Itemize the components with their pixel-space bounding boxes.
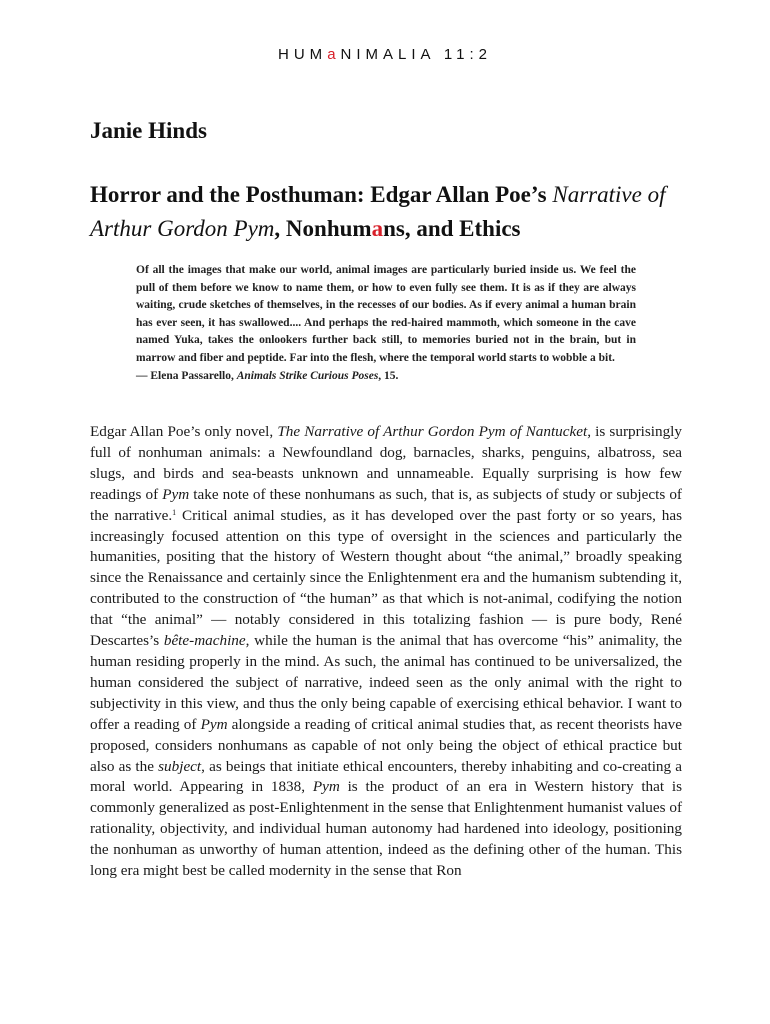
journal-running-head (0, 46, 770, 63)
body-paragraph (90, 422, 682, 882)
title-part-1: Horror and the Posthuman: Edgar Allan Poe’s (90, 182, 553, 207)
body-seg-7: , as beings that initiate ethical encounters, thereby inhabiting and co-creating a moral world. Appearing in 1838, (90, 757, 683, 796)
body-seg-6: alongside a reading of critical animal studies that, as recent theorists have proposed, considers nonhumans as capable of not only being the object of ethical practice but also as the (90, 715, 682, 775)
article-title (90, 178, 690, 246)
body-italic-7: Pym (312, 778, 340, 796)
body-seg-5: , while the human is the animal that has overcome “his” animality, the human residing properly in the mind. As such, the animal has continued to be universalized, the human considered the subject of narrative, indeed seen as the only animal with the right to subjectivity in this view, and thus the only being capable of exercising ethical behavior. I want to offer a reading of (90, 632, 682, 733)
attribution-work: Animals Strike Curious Poses (236, 369, 379, 382)
journal-name-prefix: HUM (278, 46, 328, 63)
body-seg-3: take note of these nonhumans as such, that is, as subjects of study or subjects of the narrative. (90, 485, 682, 524)
journal-name-suffix: NIMALIA 11:2 (340, 46, 492, 63)
footnote-marker[interactable]: 1 (172, 507, 177, 517)
title-accent-letter: a (371, 216, 384, 241)
journal-name-accent: a (327, 46, 341, 63)
body-seg-4: Critical animal studies, as it has developed over the past forty or so years, has increasingly focused attention on this type of oversight in the sciences and particularly the humanities, positing that the history of Western thought about “the animal,” broadly speaking since the Renaissance and certainly since the Enlightenment era and the humanism subtending it, contributed to the construction of “the human” as that which is not-animal, codifying the notion that “the animal” — notably considered in this totalizing fashion — is pure body, René Descartes’s (90, 506, 682, 650)
epigraph (136, 262, 636, 385)
body-italic-5: Pym (200, 715, 228, 733)
body-seg-1: Edgar Allan Poe’s only novel, (90, 423, 278, 440)
author-name: Janie Hinds (90, 118, 207, 143)
body-italic-1: The Narrative of Arthur Gordon Pym of Nantucket (277, 423, 588, 440)
title-part-2: , Nonhum (274, 216, 372, 241)
title-italic-work: Narrative of Arthur Gordon Pym (90, 182, 666, 241)
body-italic-6: subject (158, 757, 202, 775)
body-seg-8: is the product of an era in Western history that is commonly generalized as post-Enlightenment in the sense that Enlightenment humanist values of rationality, objectivity, and individual human autonomy had hardened into ideology, positioning the nonhuman as unworthy of human attention, indeed as the defining other of the human. This long era might best be called modernity in the sense that Ron (90, 778, 682, 880)
body-italic-4: bête-machine (163, 632, 246, 650)
body-seg-2: , is surprisingly full of nonhuman animals: a Newfoundland dog, barnacles, sharks, penguins, albatross, sea slugs, and birds and sea-beasts unknown and unnameable. Equally surprising is how few readings of (90, 423, 682, 503)
title-part-3: ns, and Ethics (383, 216, 521, 241)
epigraph-attribution (136, 368, 636, 386)
attribution-suffix: , 15. (378, 369, 399, 382)
body-italic-2: Pym (162, 485, 190, 503)
epigraph-text: Of all the images that make our world, animal images are particularly buried inside us. We feel the pull of them before we know to name them, or how to even fully see them. It is as if they are always waiting, crude sketches of themselves, in the recesses of our bodies. As if every animal a human brain has ever seen, it has swallowed.... And perhaps the red-haired mammoth, which someone in the cave named Yuka, takes the onlookers further back still, to memories buried not in the brain, but in marrow and fiber and peptide. Far into the flesh, where the temporal world starts to wobble a bit. (136, 264, 636, 364)
attribution-prefix: — Elena Passarello, (136, 369, 237, 382)
